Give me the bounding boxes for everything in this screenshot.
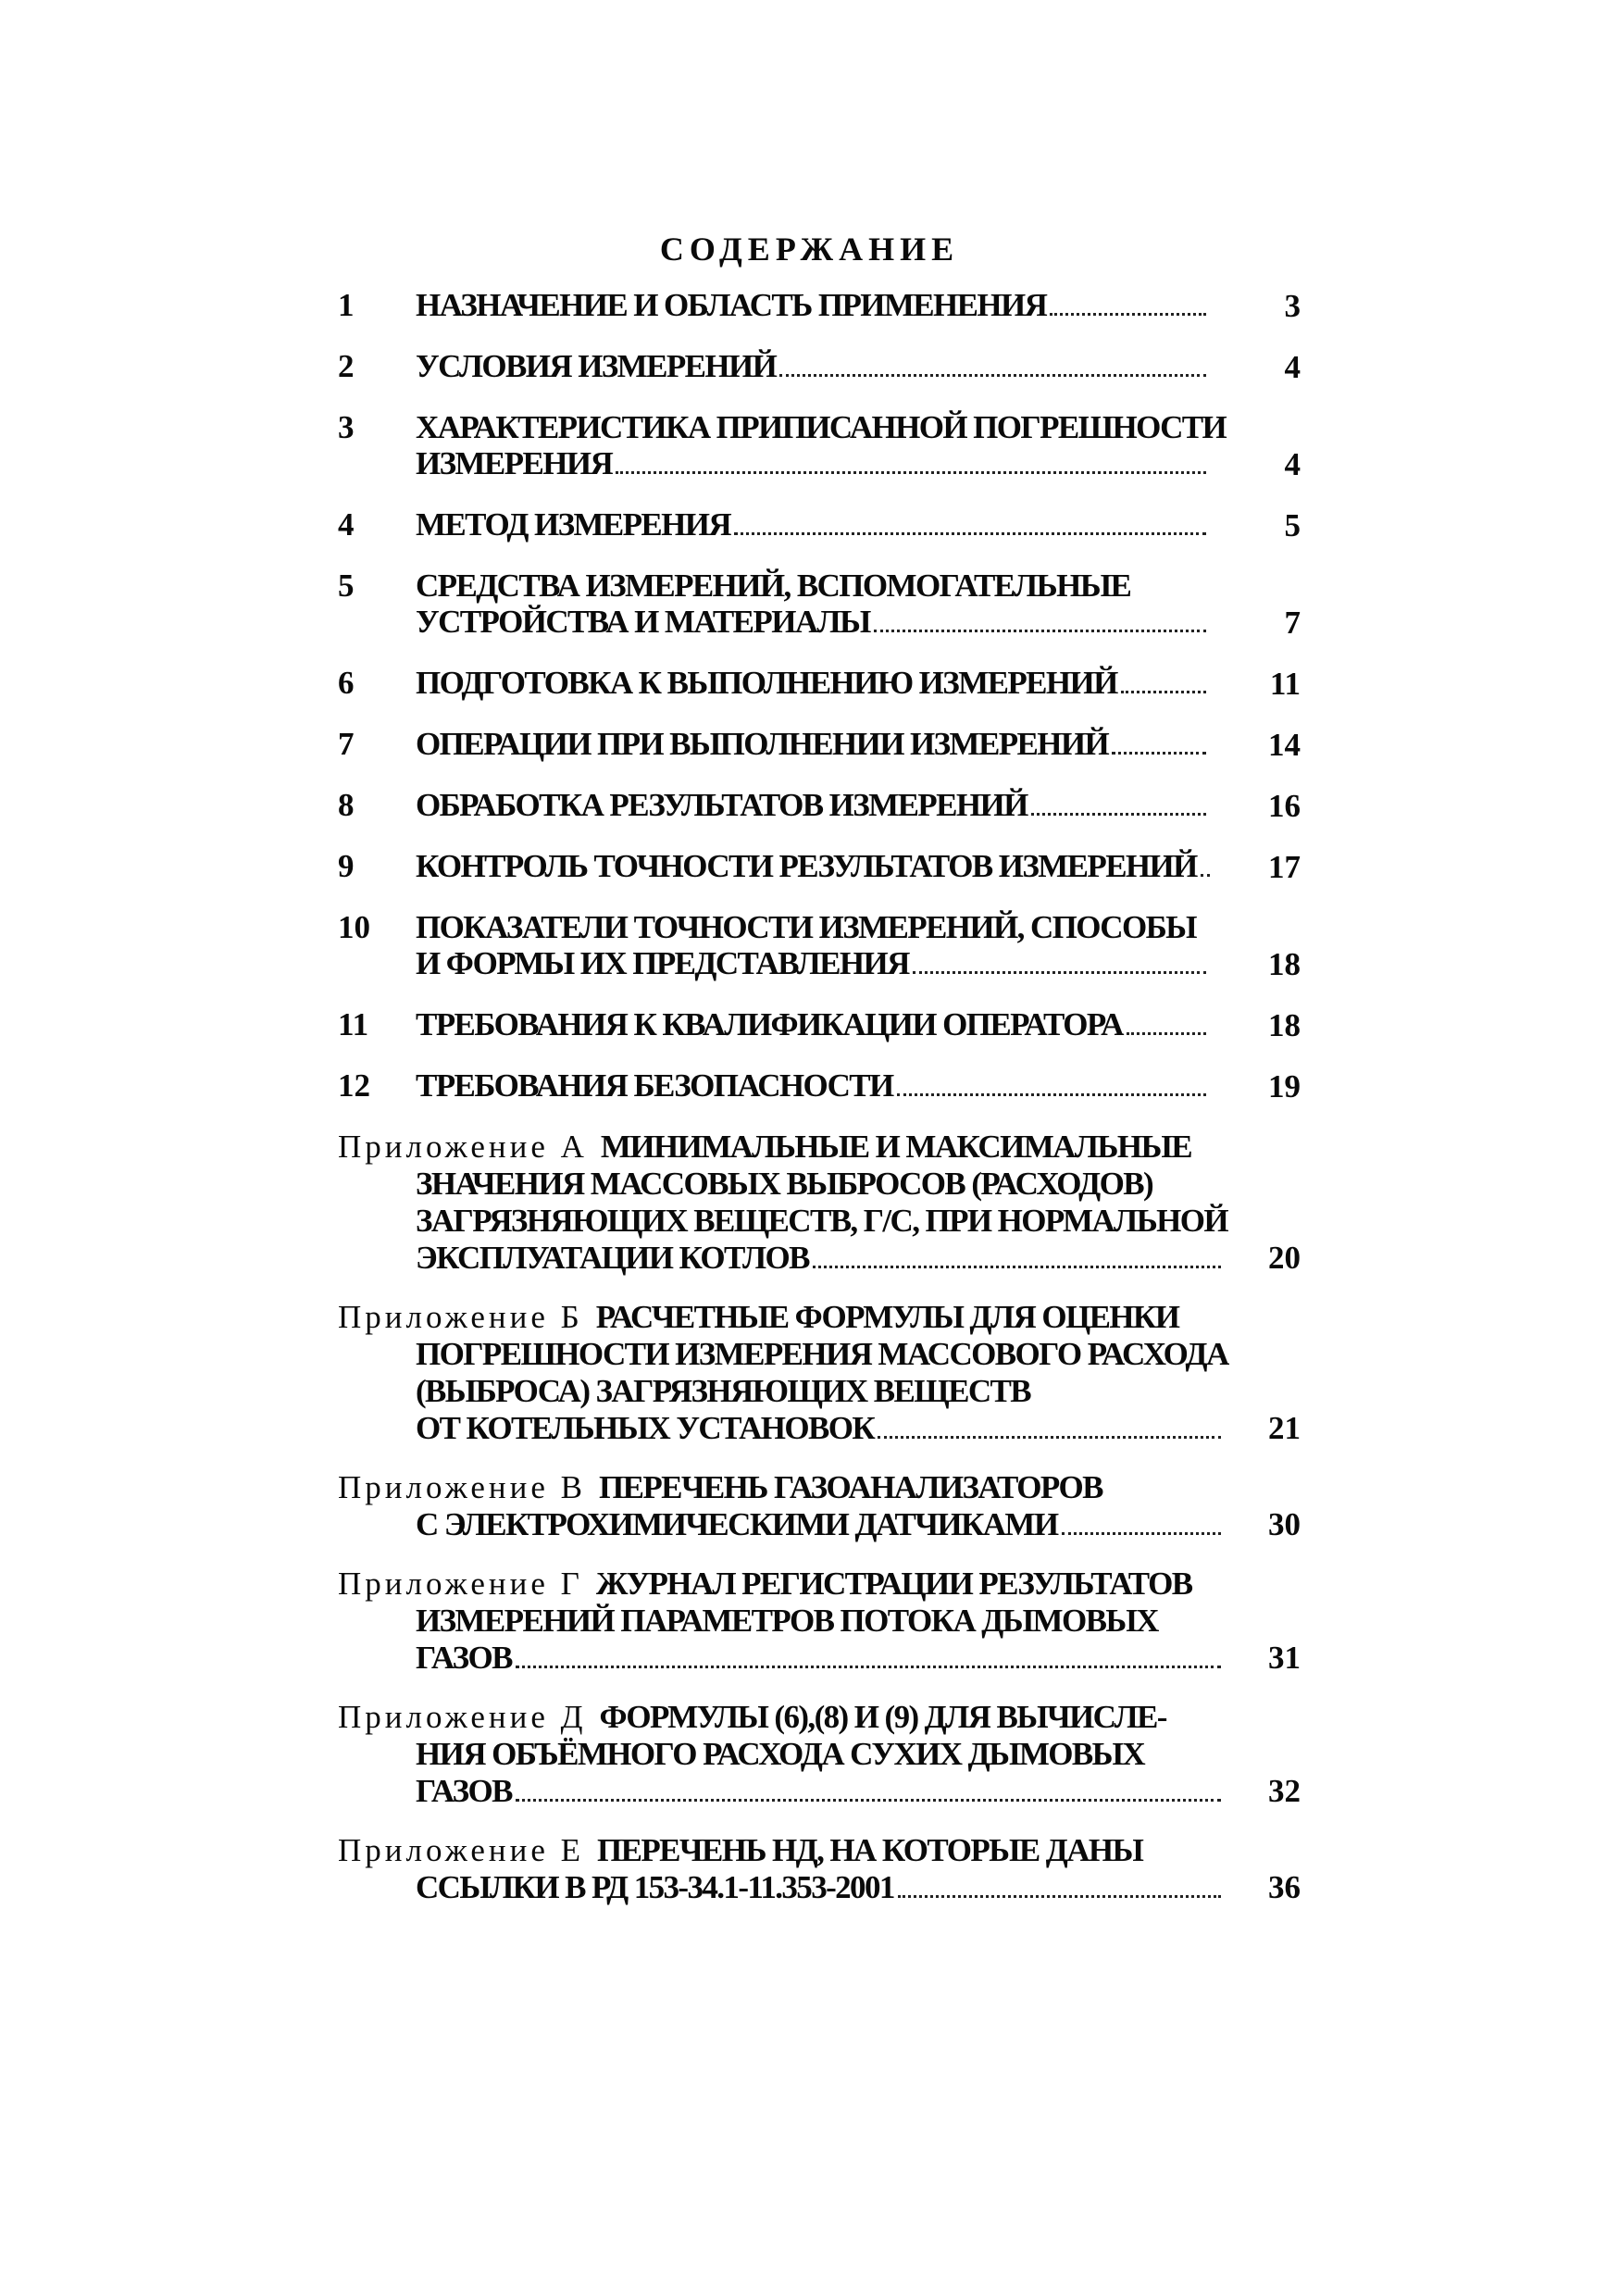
- section-title-line: МЕТОД ИЗМЕРЕНИЯ: [416, 506, 731, 543]
- dot-leader: [913, 971, 1206, 974]
- section-number: 11: [338, 1006, 369, 1042]
- section-title-line: И ФОРМЫ ИХ ПРЕДСТАВЛЕНИЯ: [416, 945, 909, 981]
- appendix-title-line: РАСЧЕТНЫЕ ФОРМУЛЫ ДЛЯ ОЦЕНКИ: [595, 1299, 1179, 1335]
- dot-leader: [734, 532, 1206, 535]
- page-number: 21: [1268, 1410, 1301, 1446]
- page-number: 20: [1268, 1240, 1301, 1276]
- page-number: 5: [1284, 507, 1301, 543]
- section-title-line: ТРЕБОВАНИЯ БЕЗОПАСНОСТИ: [416, 1067, 893, 1104]
- toc-entry-appendix-d: [338, 1699, 1301, 1810]
- toc-entry-section-6: [338, 665, 1301, 702]
- dot-leader: [898, 1895, 1221, 1898]
- section-number: 2: [338, 348, 355, 384]
- section-number: 9: [338, 848, 355, 884]
- section-title-line: ОПЕРАЦИИ ПРИ ВЫПОЛНЕНИИ ИЗМЕРЕНИЙ: [416, 726, 1109, 762]
- dot-leader: [1127, 1032, 1206, 1035]
- section-title-line: ИЗМЕРЕНИЯ: [416, 445, 613, 481]
- page-number: 16: [1268, 788, 1301, 824]
- toc-entry-appendix-e: [338, 1832, 1301, 1906]
- toc-entry-section-7: [338, 726, 1301, 763]
- appendix-prefix: Приложение Е: [338, 1832, 584, 1868]
- dot-leader: [813, 1266, 1221, 1268]
- toc-entry-section-1: [338, 287, 1301, 324]
- page-number: 30: [1268, 1506, 1301, 1542]
- dot-leader: [1201, 874, 1210, 877]
- page-number: 3: [1284, 288, 1301, 324]
- dot-leader: [897, 1093, 1206, 1096]
- appendix-title-line: МИНИМАЛЬНЫЕ И МАКСИМАЛЬНЫЕ: [600, 1129, 1191, 1165]
- toc-entry-appendix-a: [338, 1129, 1301, 1277]
- dot-leader: [516, 1666, 1221, 1668]
- page-number: 14: [1268, 727, 1301, 763]
- section-number: 5: [338, 568, 355, 604]
- dot-leader: [616, 471, 1206, 474]
- dot-leader: [878, 1436, 1221, 1439]
- appendix-title-line: ЗНАЧЕНИЯ МАССОВЫХ ВЫБРОСОВ (РАСХОДОВ): [416, 1166, 1153, 1202]
- toc-entry-appendix-g: [338, 1566, 1301, 1677]
- toc-entry-section-12: [338, 1067, 1301, 1104]
- dot-leader: [779, 374, 1206, 377]
- toc-title: СОДЕРЖАНИЕ: [659, 231, 960, 268]
- toc-entry-section-3: [338, 409, 1301, 482]
- page-number: 32: [1268, 1773, 1301, 1809]
- page-number: 4: [1284, 349, 1301, 385]
- section-number: 6: [338, 665, 355, 701]
- page-number: 18: [1268, 946, 1301, 982]
- appendix-title-line: ЗАГРЯЗНЯЮЩИХ ВЕЩЕСТВ, Г/С, ПРИ НОРМАЛЬНОЙ: [416, 1203, 1228, 1239]
- appendix-title-line: ИЗМЕРЕНИЙ ПАРАМЕТРОВ ПОТОКА ДЫМОВЫХ: [416, 1603, 1158, 1639]
- section-number: 10: [338, 909, 370, 945]
- appendix-title-line: НИЯ ОБЪЁМНОГО РАСХОДА СУХИХ ДЫМОВЫХ: [416, 1736, 1145, 1772]
- section-title-line: СРЕДСТВА ИЗМЕРЕНИЙ, ВСПОМОГАТЕЛЬНЫЕ: [416, 568, 1131, 604]
- section-number: 12: [338, 1067, 370, 1104]
- dot-leader: [1112, 752, 1206, 755]
- table-of-contents: [338, 287, 1301, 1928]
- page-number: 36: [1268, 1869, 1301, 1905]
- appendix-prefix: Приложение В: [338, 1469, 586, 1505]
- appendix-title-line: ССЫЛКИ В РД 153-34.1-11.353-2001: [416, 1869, 894, 1905]
- page-number: 7: [1284, 605, 1301, 641]
- dot-leader: [1062, 1532, 1222, 1535]
- appendix-title-line: ЖУРНАЛ РЕГИСТРАЦИИ РЕЗУЛЬТАТОВ: [595, 1566, 1192, 1602]
- toc-entry-section-2: [338, 348, 1301, 385]
- section-title-line: ОБРАБОТКА РЕЗУЛЬТАТОВ ИЗМЕРЕНИЙ: [416, 787, 1027, 823]
- appendix-title-line: ПОГРЕШНОСТИ ИЗМЕРЕНИЯ МАССОВОГО РАСХОДА: [416, 1336, 1228, 1372]
- toc-entry-section-8: [338, 787, 1301, 824]
- section-title-line: УСТРОЙСТВА И МАТЕРИАЛЫ: [416, 604, 870, 640]
- toc-entry-section-4: [338, 506, 1301, 543]
- toc-entry-appendix-v: [338, 1469, 1301, 1543]
- section-title-line: КОНТРОЛЬ ТОЧНОСТИ РЕЗУЛЬТАТОВ ИЗМЕРЕНИЙ: [416, 848, 1197, 884]
- section-title-line: ХАРАКТЕРИСТИКА ПРИПИСАННОЙ ПОГРЕШНОСТИ: [416, 409, 1227, 445]
- appendix-title-line: ГАЗОВ: [416, 1773, 512, 1809]
- section-title-line: ПОДГОТОВКА К ВЫПОЛНЕНИЮ ИЗМЕРЕНИЙ: [416, 665, 1117, 701]
- appendix-title-line: ГАЗОВ: [416, 1640, 512, 1676]
- page-number: 4: [1284, 446, 1301, 482]
- dot-leader: [1031, 813, 1206, 816]
- section-number: 8: [338, 787, 355, 823]
- appendix-prefix: Приложение А: [338, 1129, 588, 1165]
- toc-entry-appendix-b: [338, 1299, 1301, 1447]
- section-title-line: ТРЕБОВАНИЯ К КВАЛИФИКАЦИИ ОПЕРАТОРА: [416, 1006, 1123, 1042]
- toc-entry-section-11: [338, 1006, 1301, 1043]
- appendix-title-line: ЭКСПЛУАТАЦИИ КОТЛОВ: [416, 1240, 809, 1276]
- section-title-line: ПОКАЗАТЕЛИ ТОЧНОСТИ ИЗМЕРЕНИЙ, СПОСОБЫ: [416, 909, 1196, 945]
- toc-entry-section-5: [338, 568, 1301, 641]
- section-number: 4: [338, 506, 355, 543]
- appendix-title-line: ОТ КОТЕЛЬНЫХ УСТАНОВОК: [416, 1410, 875, 1446]
- appendix-title-line: С ЭЛЕКТРОХИМИЧЕСКИМИ ДАТЧИКАМИ: [416, 1506, 1058, 1542]
- appendix-prefix: Приложение Г: [338, 1566, 583, 1602]
- section-title-line: НАЗНАЧЕНИЕ И ОБЛАСТЬ ПРИМЕНЕНИЯ: [416, 287, 1047, 323]
- page-number: 19: [1268, 1068, 1301, 1104]
- dot-leader: [1121, 691, 1206, 693]
- page-number: 17: [1268, 849, 1301, 885]
- appendix-title-line: ПЕРЕЧЕНЬ НД, НА КОТОРЫЕ ДАНЫ: [596, 1832, 1143, 1868]
- appendix-title-line: (ВЫБРОСА) ЗАГРЯЗНЯЮЩИХ ВЕЩЕСТВ: [416, 1373, 1030, 1409]
- appendix-prefix: Приложение Д: [338, 1699, 587, 1735]
- appendix-title-line: ФОРМУЛЫ (6),(8) И (9) ДЛЯ ВЫЧИСЛЕ-: [599, 1699, 1166, 1735]
- dot-leader: [874, 630, 1206, 632]
- page-number: 18: [1268, 1007, 1301, 1043]
- appendix-title-line: ПЕРЕЧЕНЬ ГАЗОАНАЛИЗАТОРОВ: [598, 1469, 1102, 1505]
- section-number: 3: [338, 409, 355, 445]
- appendix-prefix: Приложение Б: [338, 1299, 583, 1335]
- page-number: 11: [1269, 666, 1301, 702]
- page-number: 31: [1268, 1640, 1301, 1676]
- section-number: 7: [338, 726, 355, 762]
- section-number: 1: [338, 287, 355, 323]
- section-title-line: УСЛОВИЯ ИЗМЕРЕНИЙ: [416, 348, 777, 384]
- dot-leader: [516, 1799, 1221, 1802]
- toc-entry-section-10: [338, 909, 1301, 982]
- toc-entry-section-9: [338, 848, 1301, 885]
- dot-leader: [1050, 313, 1206, 316]
